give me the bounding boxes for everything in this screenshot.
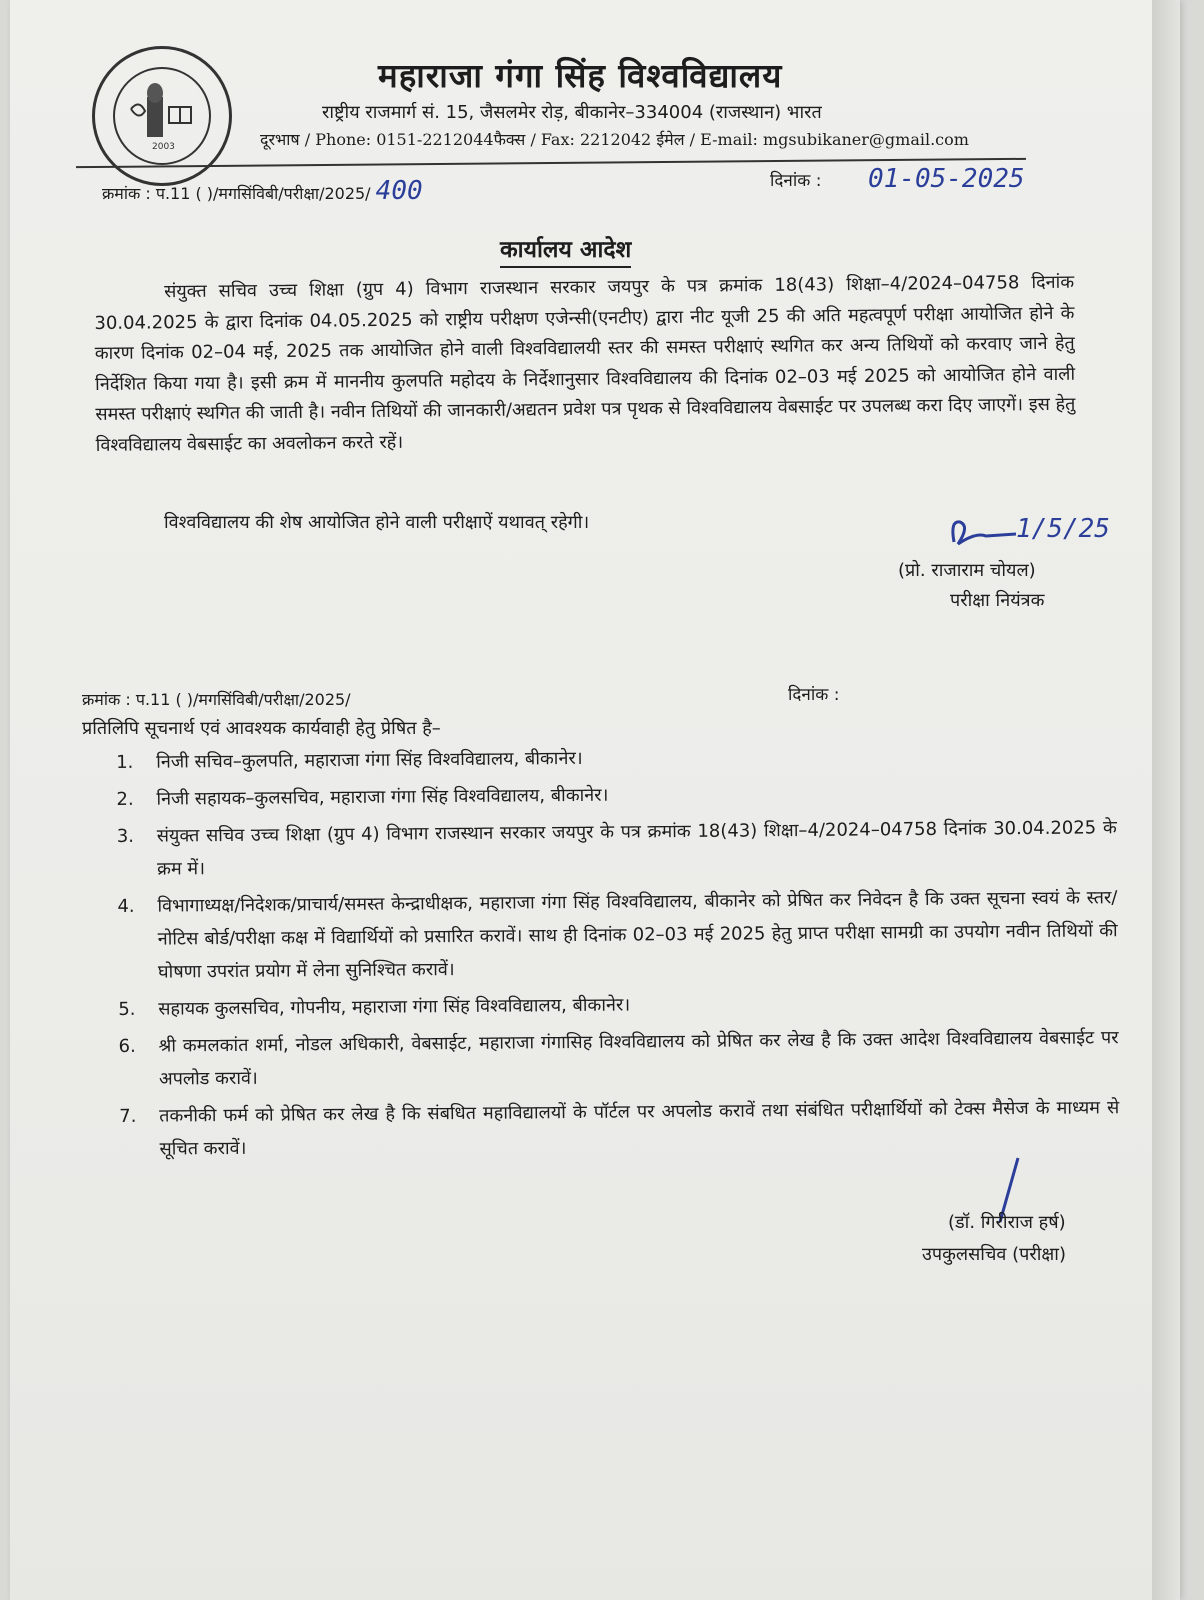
list-item-number: 7.: [119, 1105, 137, 1127]
list-item-number: 4.: [117, 895, 135, 917]
list-item-text: निजी सचिव–कुलपति, महाराजा गंगा सिंह विश्वविद्यालय, बीकानेर।: [156, 747, 583, 773]
controller-signature: [946, 512, 1146, 560]
university-contact: दूरभाष / Phone: 0151-2212044फैक्स / Fax: 2212042 ईमेल / E-mail: mgsubikaner@gmail.com: [260, 130, 969, 149]
list-item-text: तकनीकी फर्म को प्रेषित कर लेख है कि संबधित महाविद्यालयों के पॉर्टल पर अपलोड करावें तथा संबंधित परीक्षार्थियों को टेक्स मैसेज के माध्यम से सूचित करावें।: [159, 1097, 1120, 1160]
copy-date-label: दिनांक :: [788, 685, 840, 705]
controller-title: परीक्षा नियंत्रक: [950, 590, 1045, 611]
list-item-number: 5.: [118, 998, 136, 1020]
list-item-number: 2.: [116, 788, 134, 810]
controller-name: (प्रो. राजाराम चोयल): [898, 560, 1036, 581]
list-item: [119, 1091, 1120, 1166]
list-item-text: श्री कमलकांत शर्मा, नोडल अधिकारी, वेबसाईट, महाराजा गंगासिह विश्वविद्यालय को प्रेषित कर लेख है कि उक्त आदेश विश्वविद्यालय वेबसाईट पर अपलोड करावें।: [158, 1027, 1119, 1090]
order-body-2: विश्वविद्यालय की शेष आयोजित होने वाली परीक्षाऐं यथावत् रहेगी।: [164, 512, 590, 533]
order-date-label: दिनांक :: [770, 171, 822, 191]
university-name: महाराजा गंगा सिंह विश्वविद्यालय: [378, 56, 783, 95]
order-body: [94, 268, 1076, 461]
list-item: [117, 811, 1118, 886]
copy-recipient-list: [116, 737, 1120, 1170]
deputy-registrar-name: (डॉ. गिरीराज हर्ष): [948, 1212, 1066, 1233]
list-item-number: 1.: [116, 751, 134, 773]
university-address: राष्ट्रीय राजमार्ग सं. 15, जैसलमेर रोड़, बीकानेर–334004 (राजस्थान) भारत: [322, 102, 822, 123]
order-body-text: संयुक्त सचिव उच्च शिक्षा (ग्रुप 4) विभाग राजस्थान सरकार जयपुर के पत्र क्रमांक 18(43) शिक्षा–4/2024–04758 दिनांक 30.04.2025 के द्वारा दिनांक 04.05.2025 को राष्ट्रीय परीक्षण एजेन्सी(एनटीए) द्वारा नीट यूजी 25 की अति महत्वपूर्ण परीक्षा आयोजित होने के कारण दिनांक 02–04 मई, 2025 तक आयोजित होने वाली विश्वविद्यालयी स्तर की समस्त परीक्षाएं स्थगित कर अन्य तिथियों को करवाए जाने हेतु निर्देशित किया गया है। इसी क्रम में माननीय कुलपति महोदय के निर्देशानुसार विश्वविद्यालय की दिनांक 02–03 मई 2025 को आयोजित होने वाली समस्त परीक्षाएं स्थगित की जाती है। नवीन तिथियों की जानकारी/अद्यतन प्रवेश पत्र पृथक से विश्वविद्यालय वेबसाईट पर उपलब्ध करा दिए जाएगें। इस हेतु विश्वविद्यालय वेबसाईट का अवलोकन करते रहें।: [94, 271, 1076, 456]
order-reference: [102, 176, 423, 206]
copy-intro: प्रतिलिपि सूचनार्थ एवं आवश्यक कार्यवाही हेतु प्रेषित है–: [82, 718, 441, 739]
list-item-text: संयुक्त सचिव उच्च शिक्षा (ग्रुप 4) विभाग राजस्थान सरकार जयपुर के पत्र क्रमांक 18(43) शिक्षा–4/2024–04758 दिनांक 30.04.2025 के क्रम में।: [156, 817, 1117, 880]
seal-year: 2003: [152, 142, 175, 152]
list-item-text: विभागाध्यक्ष/निदेशक/प्राचार्य/समस्त केन्द्राधीक्षक, महाराजा गंगा सिंह विश्वविद्यालय, बीकानेर को प्रेषित कर निवेदन है कि उक्त सूचना स्वयं के स्तर/नोटिस बोर्ड/परीक्षा कक्ष में विद्यार्थियों को प्रसारित करावें। साथ ही दिनांक 02–03 मई 2025 हेतु प्राप्त परीक्षा सामग्री का उपयोग नवीन तिथियों की घोषणा उपरांत प्रयोग में लेना सुनिश्चित करावें।: [157, 887, 1118, 983]
list-item: [117, 881, 1118, 989]
list-item: [116, 737, 1116, 779]
order-date-handwritten: 01-05-2025: [868, 164, 1025, 194]
list-item-text: सहायक कुलसचिव, गोपनीय, महाराजा गंगा सिंह विश्वविद्यालय, बीकानेर।: [158, 994, 631, 1020]
list-item-number: 3.: [116, 825, 135, 847]
document-page: [10, 0, 1180, 1600]
signature-date-handwritten: 1/5/25: [1016, 514, 1110, 544]
seal-emblem-icon: [95, 49, 229, 183]
list-item: [116, 774, 1116, 816]
list-item-number: 6.: [118, 1035, 136, 1057]
list-item: [118, 1021, 1119, 1096]
order-ref-label: क्रमांक : प.11 ( )/मगसिंविबी/परीक्षा/2025/: [102, 184, 371, 203]
order-ref-number-handwritten: 400: [375, 176, 423, 206]
copy-reference: क्रमांक : प.11 ( )/मगसिंविबी/परीक्षा/2025/: [82, 690, 351, 709]
order-title: कार्यालय आदेश: [500, 232, 631, 268]
page-edge: [1152, 0, 1180, 1600]
list-item-text: निजी सहायक–कुलसचिव, महाराजा गंगा सिंह विश्वविद्यालय, बीकानेर।: [156, 784, 609, 810]
list-item: [118, 984, 1118, 1026]
deputy-registrar-title: उपकुलसचिव (परीक्षा): [922, 1244, 1066, 1265]
